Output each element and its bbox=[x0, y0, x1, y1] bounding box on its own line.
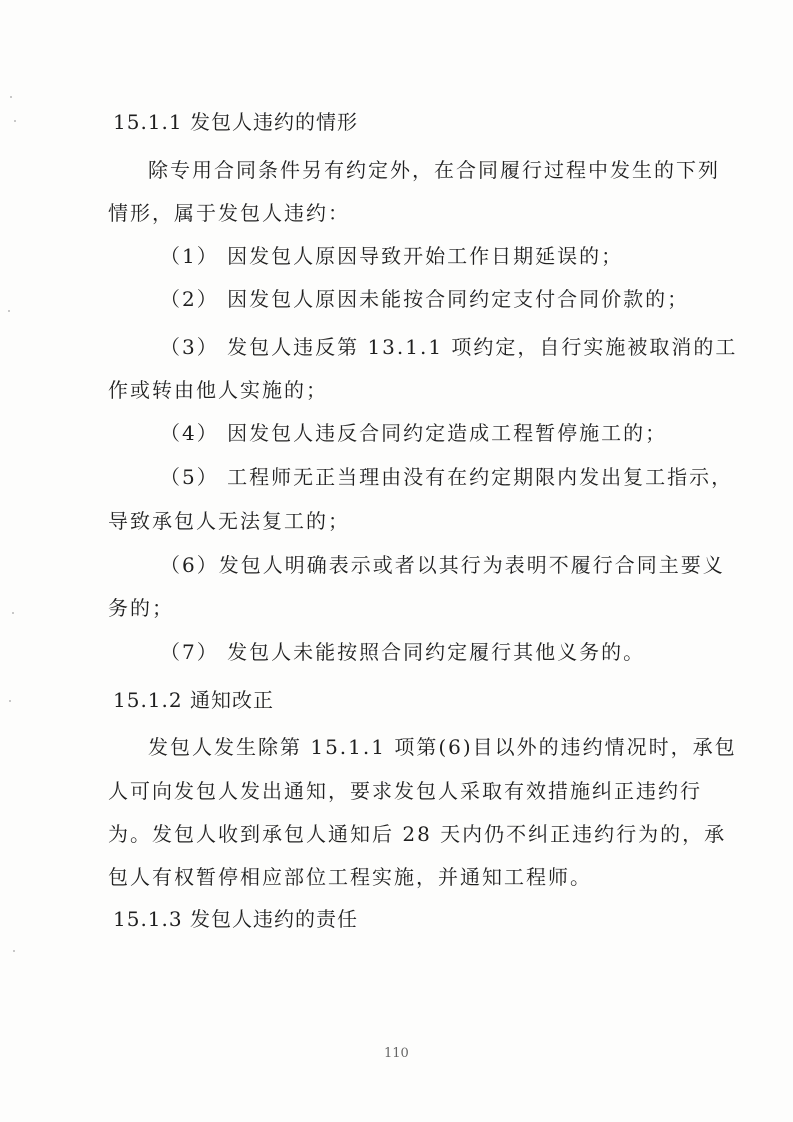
list-item-2: （2） 因发包人原因未能按合同约定支付合同价款的； bbox=[160, 287, 690, 311]
list-item-4: （4） 因发包人违反合同约定造成工程暂停施工的； bbox=[160, 421, 668, 445]
section-heading-15-1-3: 15.1.3 发包人违约的责任 bbox=[113, 907, 358, 931]
notice-paragraph-line: 人可向发包人发出通知，要求发包人采取有效措施纠正违约行 bbox=[108, 779, 702, 803]
page-number: 110 bbox=[384, 1046, 409, 1061]
notice-paragraph-line: 发包人发生除第 15.1.1 项第(6)目以外的违约情况时，承包 bbox=[148, 735, 737, 759]
scan-speck bbox=[9, 700, 11, 702]
list-item-1: （1） 因发包人原因导致开始工作日期延误的； bbox=[160, 244, 624, 268]
list-item-3: （3） 发包人违反第 13.1.1 项约定，自行实施被取消的工 bbox=[160, 335, 738, 359]
scan-speck bbox=[14, 120, 16, 122]
list-item-5-continuation: 导致承包人无法复工的； bbox=[108, 509, 350, 533]
section-heading-15-1-2: 15.1.2 通知改正 bbox=[113, 688, 274, 712]
list-item-5: （5） 工程师无正当理由没有在约定期限内发出复工指示， bbox=[160, 465, 734, 489]
notice-paragraph-line: 包人有权暂停相应部位工程实施，并通知工程师。 bbox=[108, 865, 592, 889]
notice-paragraph-line: 为。发包人收到承包人通知后 28 天内仍不纠正违约行为的，承 bbox=[108, 822, 727, 846]
intro-paragraph-line: 除专用合同条件另有约定外，在合同履行过程中发生的下列 bbox=[148, 158, 720, 182]
section-heading-15-1-1: 15.1.1 发包人违约的情形 bbox=[113, 110, 358, 134]
list-item-3-continuation: 作或转由他人实施的； bbox=[108, 378, 328, 402]
scan-speck bbox=[10, 96, 12, 98]
scan-speck bbox=[12, 612, 14, 614]
scan-speck bbox=[8, 310, 10, 312]
scan-speck bbox=[13, 950, 15, 952]
intro-paragraph-line: 情形，属于发包人违约： bbox=[108, 201, 350, 225]
list-item-7: （7） 发包人未能按照合同约定履行其他义务的。 bbox=[160, 640, 646, 664]
list-item-6-continuation: 务的； bbox=[108, 596, 174, 620]
list-item-6: （6）发包人明确表示或者以其行为表明不履行合同主要义 bbox=[160, 553, 725, 577]
